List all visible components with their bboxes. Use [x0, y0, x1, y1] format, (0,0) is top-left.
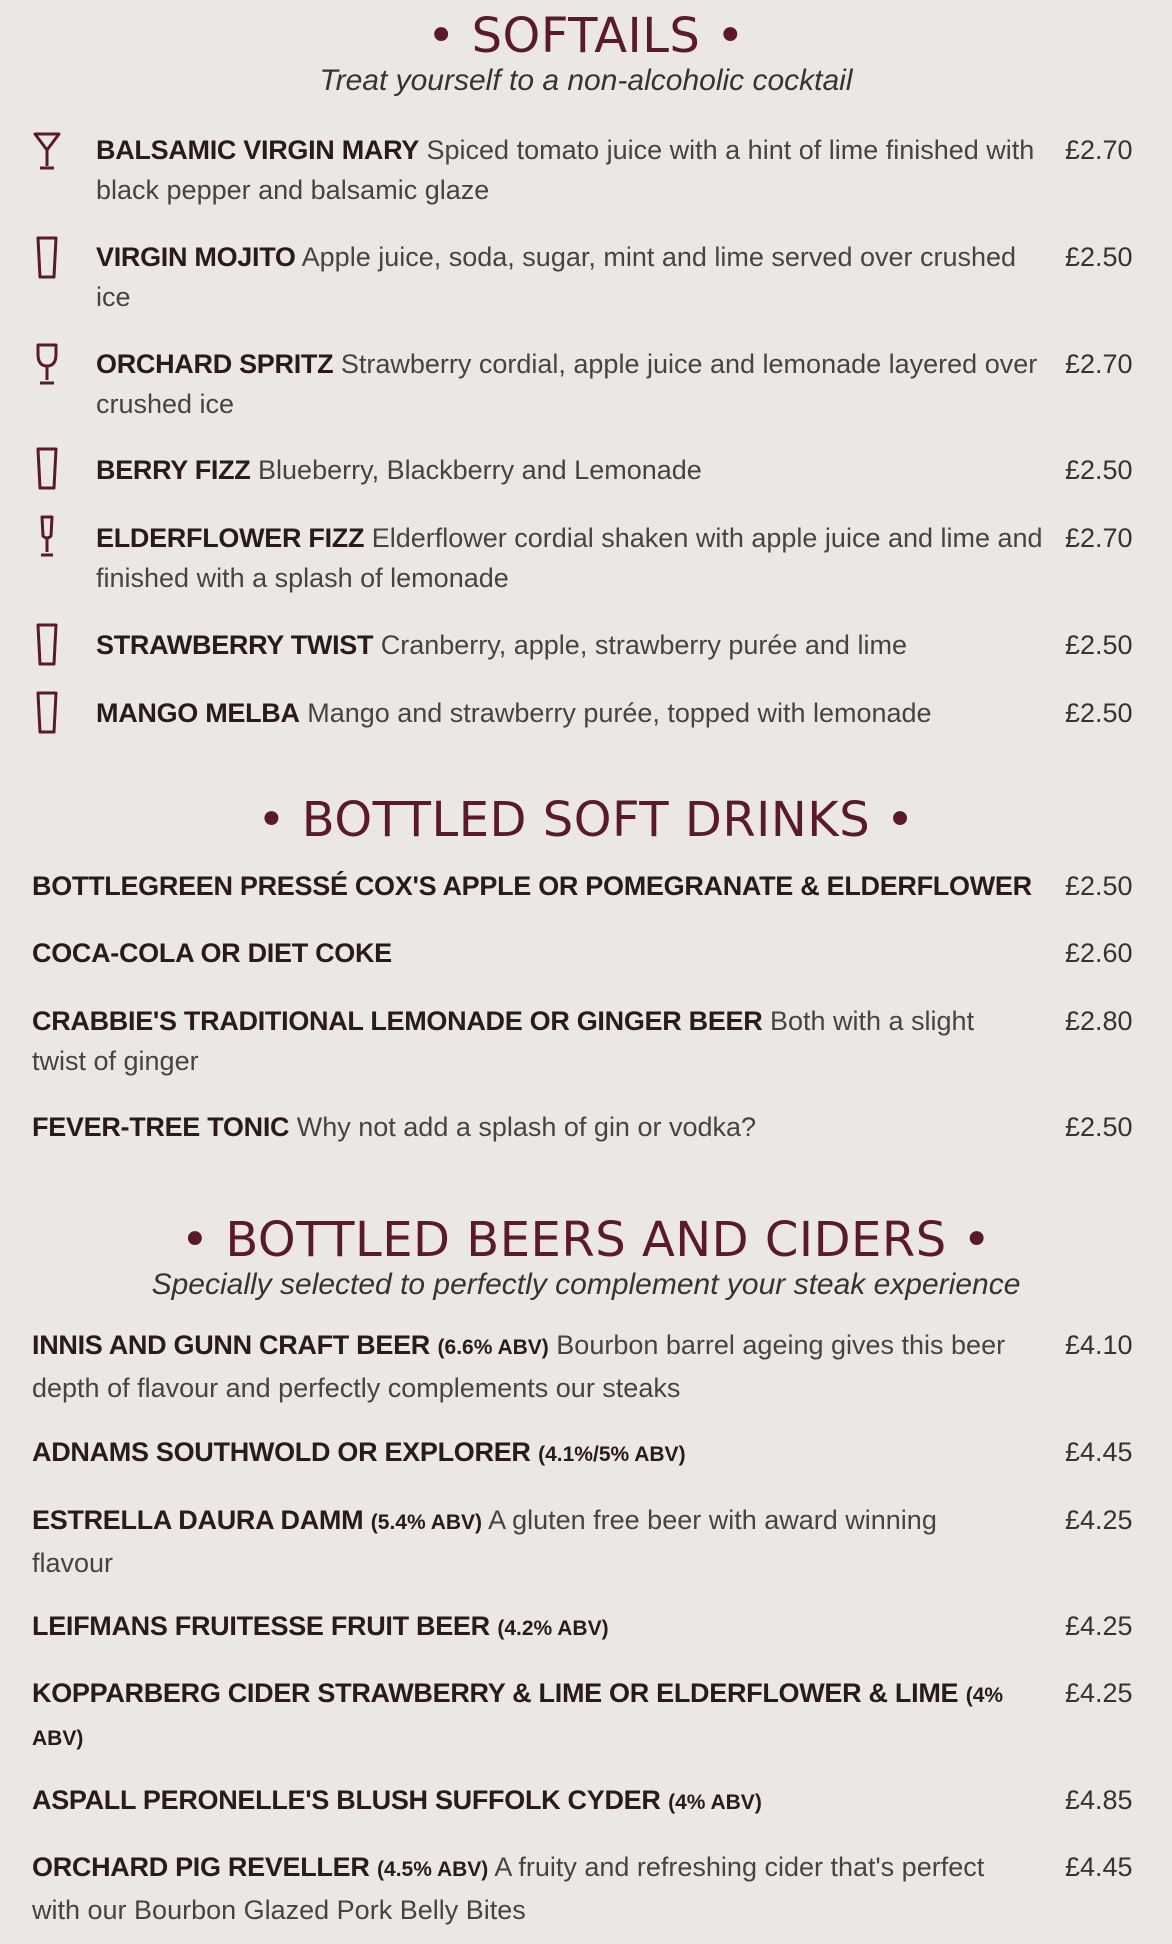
highball-glass-icon: [32, 235, 62, 281]
item-desc: Cranberry, apple, strawberry purée and lime: [380, 630, 907, 660]
item-name: ADNAMS SOUTHWOLD OR EXPLORER: [32, 1437, 531, 1467]
item-name: FEVER-TREE TONIC: [32, 1112, 290, 1142]
highball-glass-icon: [32, 446, 62, 492]
item-abv: (4% ABV): [668, 1791, 762, 1814]
item-desc: Mango and strawberry purée, topped with lemonade: [307, 698, 932, 728]
item-price: £2.50: [1065, 871, 1133, 901]
item-price: £2.70: [1065, 135, 1133, 165]
item-price: £2.60: [1065, 938, 1133, 968]
item-desc: A fruity and refreshing cider that's perfect with our Bourbon Glazed Pork Belly Bites: [32, 1852, 985, 1925]
item-abv: (4.1%/5% ABV): [538, 1443, 686, 1466]
wine-glass-icon: [32, 342, 62, 388]
item-name: BALSAMIC VIRGIN MARY: [96, 135, 419, 165]
item-abv: (5.4% ABV): [370, 1511, 483, 1534]
item-desc: Strawberry cordial, apple juice and lemonade layered over crushed ice: [96, 349, 1038, 419]
item-desc: Spiced tomato juice with a hint of lime finished with black pepper and balsamic glaze: [96, 135, 1035, 205]
menu-item: [32, 1500, 1082, 1583]
item-name: VIRGIN MOJITO: [96, 242, 296, 272]
item-name: BOTTLEGREEN PRESSÉ COX'S APPLE OR POMEGRANATE & ELDERFLOWER: [32, 871, 1032, 901]
item-price: £4.45: [1065, 1852, 1133, 1882]
item-price: £2.50: [1065, 698, 1133, 728]
item-name: ESTRELLA DAURA DAMM: [32, 1505, 364, 1535]
item-desc: Apple juice, soda, sugar, mint and lime served over crushed ice: [96, 242, 1017, 312]
menu-item: [32, 1780, 1082, 1823]
item-price: £4.25: [1065, 1611, 1133, 1641]
menu-item: [32, 1606, 1082, 1649]
item-name: ASPALL PERONELLE'S BLUSH SUFFOLK CYDER: [32, 1785, 661, 1815]
menu-item: [32, 933, 1082, 973]
menu-item: [32, 866, 1082, 906]
softails-heading: • SOFTAILS •: [427, 8, 745, 64]
highball-glass-icon: [32, 690, 62, 736]
beers-subtitle: Specially selected to perfectly complement your steak experience: [151, 1268, 1021, 1301]
menu-item: [32, 1325, 1082, 1408]
item-price: £2.50: [1065, 242, 1133, 272]
menu-item: [96, 130, 1146, 210]
martini-glass-icon: [32, 130, 62, 172]
item-abv: (4.2% ABV): [497, 1617, 609, 1640]
item-desc: Bourbon barrel ageing gives this beer depth of flavour and perfectly complements our steaks: [32, 1330, 1006, 1403]
item-name: ELDERFLOWER FIZZ: [96, 523, 365, 553]
item-price: £4.25: [1065, 1505, 1133, 1535]
item-desc: Elderflower cordial shaken with apple juice and lime and finished with a splash of lemonade: [96, 523, 1043, 593]
menu-item: [96, 693, 1146, 733]
item-desc: Why not add a splash of gin or vodka?: [296, 1112, 757, 1142]
item-price: £2.70: [1065, 349, 1133, 379]
menu-item: [96, 450, 1146, 490]
menu-item: [32, 1673, 1082, 1759]
item-name: COCA-COLA OR DIET COKE: [32, 938, 392, 968]
item-price: £2.50: [1065, 455, 1133, 485]
item-name: KOPPARBERG CIDER STRAWBERRY & LIME OR ELDERFLOWER & LIME: [32, 1678, 959, 1708]
item-price: £4.10: [1065, 1330, 1133, 1360]
item-price: £2.80: [1065, 1006, 1133, 1036]
item-abv: (4% ABV): [32, 1684, 1004, 1750]
item-name: ORCHARD SPRITZ: [96, 349, 334, 379]
item-name: BERRY FIZZ: [96, 455, 251, 485]
item-desc: A gluten free beer with award winning flavour: [32, 1505, 937, 1578]
item-price: £2.50: [1065, 1112, 1133, 1142]
item-name: INNIS AND GUNN CRAFT BEER: [32, 1330, 431, 1360]
item-abv: (4.5% ABV): [377, 1858, 489, 1881]
menu-item: [32, 1432, 1082, 1475]
item-name: ORCHARD PIG REVELLER: [32, 1852, 370, 1882]
item-price: £4.85: [1065, 1785, 1133, 1815]
item-desc: Blueberry, Blackberry and Lemonade: [258, 455, 702, 485]
menu-item: [96, 518, 1146, 598]
beers-heading: • BOTTLED BEERS AND CIDERS •: [180, 1212, 992, 1268]
item-price: £2.70: [1065, 523, 1133, 553]
softails-subtitle: Treat yourself to a non-alcoholic cocktail: [319, 64, 853, 97]
flute-glass-icon: [32, 514, 62, 560]
menu-item: [96, 625, 1146, 665]
item-name: CRABBIE'S TRADITIONAL LEMONADE OR GINGER BEER: [32, 1006, 763, 1036]
item-abv: (6.6% ABV): [437, 1336, 549, 1359]
menu-item: [32, 1001, 1082, 1081]
menu-item: [32, 1847, 1082, 1930]
menu-item: [32, 1107, 1082, 1147]
highball-glass-icon: [32, 622, 62, 668]
menu-item: [96, 237, 1146, 317]
item-name: MANGO MELBA: [96, 698, 300, 728]
item-price: £4.25: [1065, 1678, 1133, 1708]
menu-item: [96, 344, 1146, 424]
item-price: £4.45: [1065, 1437, 1133, 1467]
soft-drinks-heading: • BOTTLED SOFT DRINKS •: [257, 792, 915, 848]
item-price: £2.50: [1065, 630, 1133, 660]
item-name: STRAWBERRY TWIST: [96, 630, 374, 660]
item-desc: Both with a slight twist of ginger: [32, 1006, 975, 1076]
item-name: LEIFMANS FRUITESSE FRUIT BEER: [32, 1611, 490, 1641]
